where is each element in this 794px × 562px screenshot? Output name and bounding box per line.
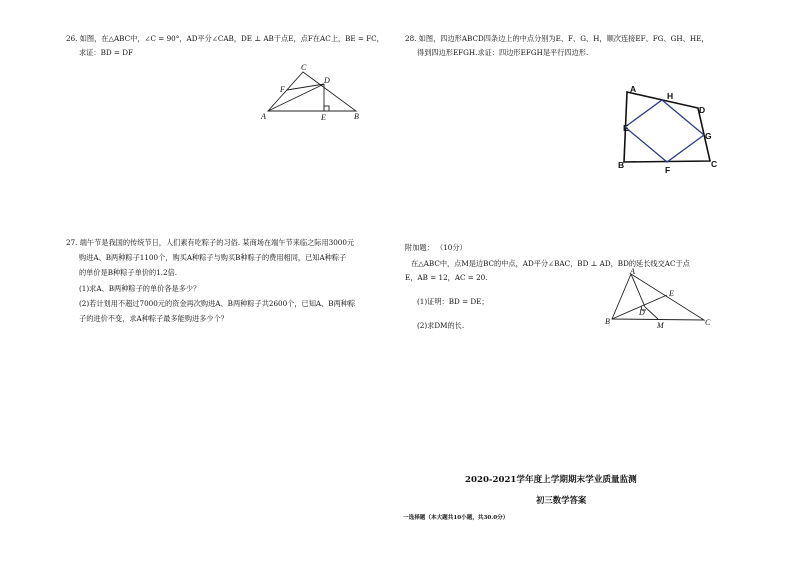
q28-label-g: G xyxy=(705,131,712,141)
q28-label-b: B xyxy=(618,160,625,170)
q26-line2: 求证：BD = DF xyxy=(79,48,133,57)
q27-line2: 购进A、B两种粽子1100个，购买A种粽子与购买B种粽子的费用相同，已知A种粽子 xyxy=(79,253,347,262)
bonus-label-e: E xyxy=(669,289,674,298)
q28-figure xyxy=(612,80,722,175)
bonus-label-m: M xyxy=(657,321,664,330)
q26-line1: 26. 如图，在△ABC中，∠C = 90°，AD平分∠CAB，DE ⊥ AB于点E，点F在AC上，BE = FC， xyxy=(66,34,384,43)
bonus-line1: 在△ABC中，点M是边BC的中点，AD平分∠BAC，BD ⊥ AD，BD的延长线交AC于点 xyxy=(411,259,690,268)
q27-part1: (1)求A、B两种粽子的单价各是多少？ xyxy=(79,284,201,293)
q27-part2b: 子的进价不变，求A种粽子最多能购进多少个？ xyxy=(79,314,228,323)
answer-title: 2020-2021学年度上学期期末学业质量监测 xyxy=(465,475,637,485)
bonus-heading: 附加题： （10分） xyxy=(405,243,467,252)
q26-figure xyxy=(258,60,368,124)
q28-label-e: E xyxy=(623,123,629,133)
section-heading: 一选择题（本大题共10小题，共30.0分） xyxy=(403,515,509,521)
q26-label-c: C xyxy=(301,63,307,72)
q27-line1: 27. 端午节是我国的传统节日，人们素有吃粽子的习俗. 某商场在端午节来临之际用3000元 xyxy=(66,238,355,247)
q27-part2a: (2)若计划用不超过7000元的资金再次购进A、B两种粽子共2600个，已知A、B两种粽 xyxy=(79,299,356,308)
bonus-segment-ad xyxy=(631,274,645,307)
q28-quadrilateral-abcd xyxy=(624,92,710,162)
q28-label-f: F xyxy=(665,165,671,175)
q28-label-a: A xyxy=(630,84,637,94)
bonus-label-d: D xyxy=(639,308,645,317)
q26-right-angle-mark xyxy=(324,106,329,111)
q26-label-b: B xyxy=(354,112,359,121)
q28-line2: 得到四边形EFGH.求证：四边形EFGH是平行四边形. xyxy=(417,48,589,57)
q27-line3: 的单价是B种粽子单价的1.2倍. xyxy=(79,268,178,277)
q28-line1: 28. 如图，四边形ABCD四条边上的中点分别为E、F、G、H，顺次连接EF、FG、GH、HE， xyxy=(405,34,709,43)
answer-subtitle: 初三数学答案 xyxy=(536,495,587,505)
bonus-segment-dm xyxy=(645,307,658,319)
q28-quadrilateral-efgh xyxy=(625,100,704,162)
bonus-label-c: C xyxy=(705,318,711,327)
q26-label-f: F xyxy=(280,85,285,94)
bonus-part2: (2)求DM的长. xyxy=(417,321,465,330)
bonus-figure xyxy=(600,268,718,330)
q26-segment-ad xyxy=(268,84,324,111)
q28-label-h: H xyxy=(667,91,674,101)
bonus-label-b: B xyxy=(605,317,610,326)
q26-label-d: D xyxy=(324,76,330,85)
q26-label-a: A xyxy=(261,112,266,121)
bonus-label-a: A xyxy=(630,267,635,276)
q28-label-d: D xyxy=(699,105,706,115)
q28-label-c: C xyxy=(711,159,718,169)
bonus-line2: E，AB = 12，AC = 20. xyxy=(405,273,488,282)
q26-label-e: E xyxy=(321,113,326,122)
bonus-part1: (1)证明：BD = DE； xyxy=(417,297,489,306)
